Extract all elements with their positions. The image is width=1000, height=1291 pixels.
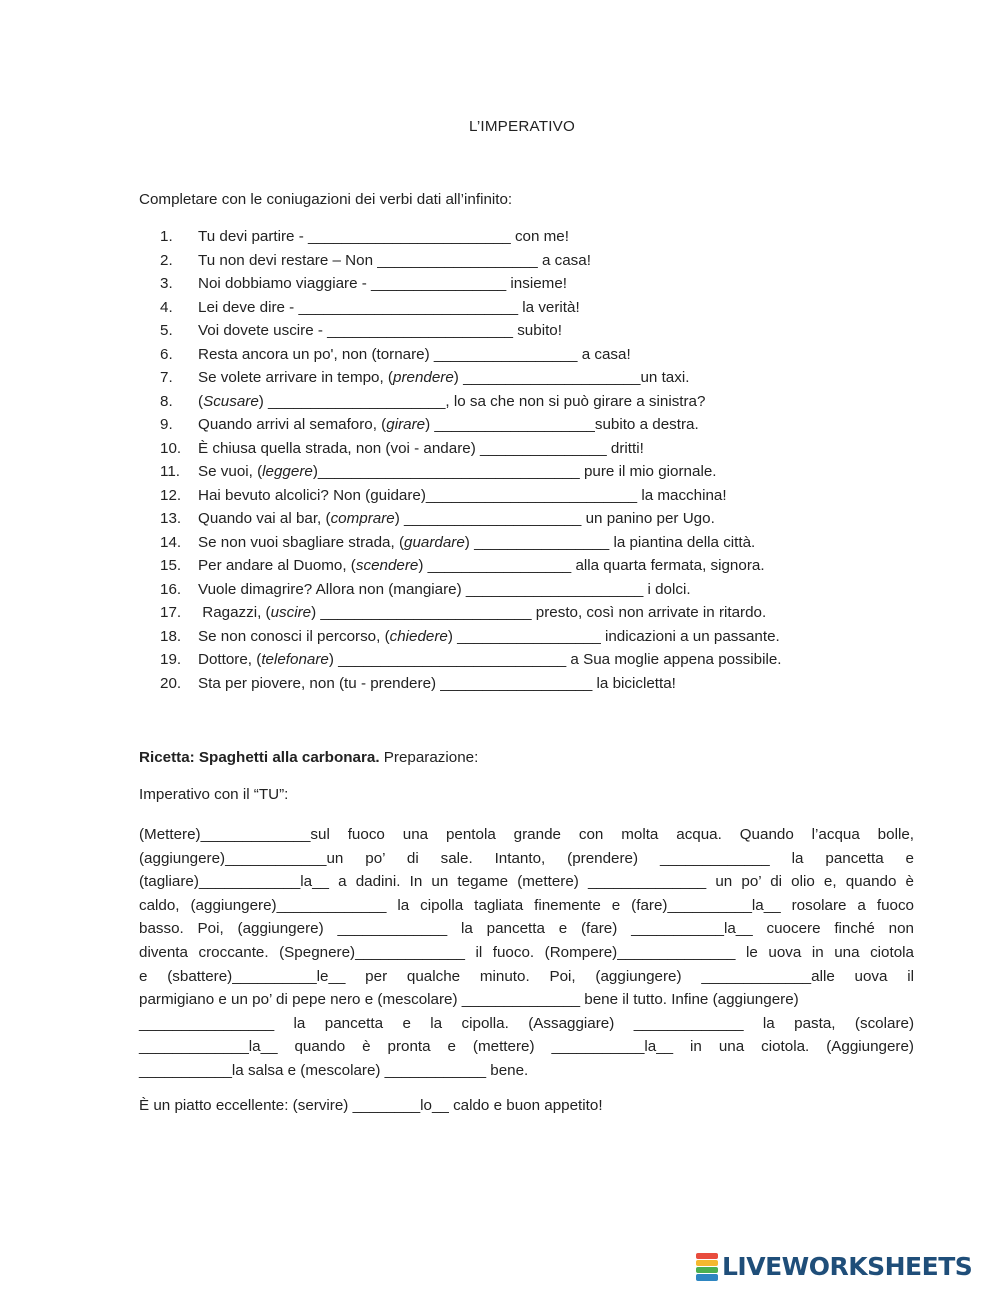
exercise-text-part: ) ___________________subito a destra. bbox=[425, 416, 699, 433]
exercise-text-part: Dottore, ( bbox=[198, 651, 262, 668]
logo-icon-block bbox=[696, 1253, 718, 1259]
exercise-number: 16. bbox=[160, 580, 182, 598]
exercise-text bbox=[198, 580, 691, 604]
recipe-line: (Mettere)_____________sul fuoco una pentola grande con molta acqua. Quando l’acqua bolle, bbox=[139, 826, 914, 843]
exercise-number: 13. bbox=[160, 510, 182, 527]
instruction-text: Completare con le coniugazioni dei verbi dati all’infinito: bbox=[139, 191, 513, 208]
recipe-line: caldo, (aggiungere)_____________ la cipolla tagliata finemente e (fare)__________la__ rosolare a fuoco bbox=[139, 896, 914, 914]
recipe-line: ________________ la pancetta e la cipolla. (Assaggiare) _____________ la pasta, (scolare) bbox=[139, 1014, 914, 1032]
infinitive-verb: scendere bbox=[355, 557, 419, 574]
exercise-text-part: ) _____________________, lo sa che non si può girare a sinistra? bbox=[258, 392, 706, 410]
exercise-text bbox=[198, 603, 766, 627]
exercise-text-part: È chiusa quella strada, non (voi - andare) _______________ dritti! bbox=[198, 439, 644, 457]
exercise-text bbox=[198, 650, 782, 674]
exercise-item bbox=[160, 251, 782, 275]
exercise-number: 11. bbox=[160, 463, 180, 480]
infinitive-verb: Scusare bbox=[203, 392, 259, 410]
exercise-number: 2. bbox=[160, 251, 173, 269]
exercise-item bbox=[160, 674, 782, 698]
recipe-line: (tagliare)____________la__ a dadini. In un tegame (mettere) ______________ un po’ di olio e, quando è bbox=[139, 873, 914, 891]
exercise-item bbox=[160, 392, 782, 416]
recipe-line: ___________la salsa e (mescolare) ____________ bene. bbox=[139, 1061, 529, 1079]
exercise-text-part: ) _________________ alla quarta fermata, signora. bbox=[418, 557, 765, 574]
exercise-item bbox=[160, 603, 782, 627]
exercise-text-part: Quando arrivi al semaforo, ( bbox=[198, 416, 387, 433]
recipe-title bbox=[139, 749, 478, 766]
exercise-text bbox=[198, 439, 644, 463]
exercise-text bbox=[198, 415, 699, 439]
logo-icon-block bbox=[696, 1267, 718, 1273]
logo-text: LIVEWORKSHEETS bbox=[722, 1252, 973, 1281]
logo-icon-block bbox=[696, 1274, 718, 1280]
exercise-text-part: Resta ancora un po', non (tornare) _________________ a casa! bbox=[198, 345, 631, 363]
exercise-text-part: Se non vuoi sbagliare strada, ( bbox=[198, 533, 404, 551]
exercise-number: 15. bbox=[160, 557, 182, 574]
exercise-text bbox=[198, 345, 631, 369]
exercise-text bbox=[198, 509, 715, 533]
exercise-text-part: ) ___________________________ a Sua moglie appena possibile. bbox=[328, 651, 782, 668]
exercise-text bbox=[198, 368, 689, 392]
exercise-text bbox=[198, 227, 569, 251]
exercise-text bbox=[198, 392, 705, 416]
exercise-item bbox=[160, 556, 782, 580]
exercise-text-part: Noi dobbiamo viaggiare - ________________ insieme! bbox=[198, 275, 567, 292]
exercise-text-part: Vuole dimagrire? Allora non (mangiare) _____________________ i dolci. bbox=[198, 580, 691, 598]
recipe-line: _____________la__ quando è pronta e (mettere) ___________la__ in una ciotola. (Aggiungere) bbox=[139, 1038, 914, 1056]
exercise-number: 6. bbox=[160, 345, 173, 363]
exercise-text-part: Voi dovete uscire - ______________________ subito! bbox=[198, 322, 562, 339]
exercise-text-part: Se vuoi, ( bbox=[198, 463, 263, 480]
infinitive-verb: prendere bbox=[393, 369, 454, 386]
exercise-item bbox=[160, 415, 782, 439]
exercise-item bbox=[160, 627, 782, 651]
recipe-line: parmigiano e un po’ di pepe nero e (mescolare) ______________ bene il tutto. Infine (aggiungere) bbox=[139, 991, 799, 1009]
exercise-text-part: Se volete arrivare in tempo, ( bbox=[198, 369, 393, 386]
exercise-text-part: Sta per piovere, non (tu - prendere) __________________ la bicicletta! bbox=[198, 674, 676, 692]
exercise-item bbox=[160, 439, 782, 463]
exercise-number: 20. bbox=[160, 674, 182, 692]
exercise-item bbox=[160, 298, 782, 322]
exercise-number: 18. bbox=[160, 627, 182, 645]
exercise-list bbox=[160, 227, 782, 697]
infinitive-verb: leggere bbox=[262, 463, 313, 480]
exercise-text bbox=[198, 251, 591, 275]
exercise-text bbox=[198, 556, 765, 580]
recipe-paragraph bbox=[139, 823, 914, 1083]
exercise-text bbox=[198, 298, 580, 322]
exercise-text-part: Lei deve dire - __________________________ la verità! bbox=[198, 298, 580, 316]
logo-icon bbox=[696, 1253, 718, 1281]
exercise-text bbox=[198, 627, 780, 651]
recipe-line: e (sbattere)__________le__ per qualche minuto. Poi, (aggiungere) _____________alle uova il bbox=[139, 967, 914, 985]
exercise-text-part: ( bbox=[198, 392, 204, 410]
exercise-number: 1. bbox=[160, 228, 173, 245]
exercise-text bbox=[198, 462, 716, 486]
exercise-text-part: Hai bevuto alcolici? Non (guidare)_________________________ la macchina! bbox=[198, 486, 727, 504]
exercise-number: 3. bbox=[160, 275, 173, 292]
recipe-line: (aggiungere)____________un po’ di sale. Intanto, (prendere) _____________ la pancetta e bbox=[139, 849, 914, 867]
exercise-text-part: ) _________________________ presto, così non arrivate in ritardo. bbox=[311, 604, 767, 621]
infinitive-verb: telefonare bbox=[261, 651, 329, 668]
recipe-title-rest: Preparazione: bbox=[379, 749, 479, 766]
exercise-text-part: Tu devi partire - ________________________ con me! bbox=[198, 228, 569, 245]
page-title: L’IMPERATIVO bbox=[469, 118, 575, 135]
recipe-title-bold: Ricetta: Spaghetti alla carbonara. bbox=[139, 749, 380, 766]
infinitive-verb: girare bbox=[386, 416, 426, 433]
exercise-number: 10. bbox=[160, 439, 182, 457]
recipe-line: diventa croccante. (Spegnere)_____________ il fuoco. (Rompere)______________ le uova in una ciotola bbox=[139, 943, 914, 961]
infinitive-verb: comprare bbox=[330, 510, 395, 527]
exercise-number: 12. bbox=[160, 486, 182, 504]
exercise-item bbox=[160, 321, 782, 345]
exercise-text-part: ) ________________ la piantina della città. bbox=[464, 533, 756, 551]
exercise-item bbox=[160, 486, 782, 510]
exercise-item bbox=[160, 533, 782, 557]
exercise-text bbox=[198, 274, 567, 298]
exercise-text-part: )_______________________________ pure il mio giornale. bbox=[312, 463, 717, 480]
infinitive-verb: uscire bbox=[270, 604, 312, 621]
exercise-number: 4. bbox=[160, 298, 173, 316]
exercise-item bbox=[160, 274, 782, 298]
exercise-number: 5. bbox=[160, 322, 173, 339]
exercise-text bbox=[198, 321, 562, 345]
exercise-item bbox=[160, 509, 782, 533]
exercise-number: 8. bbox=[160, 392, 173, 410]
exercise-text-part: Quando vai al bar, ( bbox=[198, 510, 331, 527]
final-sentence: È un piatto eccellente: (servire) ________lo__ caldo e buon appetito! bbox=[139, 1097, 603, 1114]
exercise-item bbox=[160, 345, 782, 369]
exercise-number: 14. bbox=[160, 533, 182, 551]
imperative-label: Imperativo con il “TU”: bbox=[139, 786, 289, 803]
exercise-text bbox=[198, 674, 676, 698]
exercise-text-part: Se non conosci il percorso, ( bbox=[198, 627, 390, 645]
exercise-number: 19. bbox=[160, 651, 182, 668]
exercise-text-part: ) _____________________ un panino per Ugo. bbox=[394, 510, 715, 527]
logo-icon-block bbox=[696, 1260, 718, 1266]
exercise-item bbox=[160, 580, 782, 604]
infinitive-verb: guardare bbox=[404, 533, 465, 551]
liveworksheets-logo bbox=[696, 1252, 972, 1281]
exercise-item bbox=[160, 227, 782, 251]
exercise-number: 7. bbox=[160, 369, 173, 386]
exercise-text bbox=[198, 533, 755, 557]
exercise-text bbox=[198, 486, 727, 510]
infinitive-verb: chiedere bbox=[389, 627, 448, 645]
exercise-item bbox=[160, 368, 782, 392]
exercise-number: 17. bbox=[160, 604, 182, 621]
recipe-line: basso. Poi, (aggiungere) _____________ la pancetta e (fare) ___________la__ cuocere finché non bbox=[139, 920, 914, 938]
exercise-text-part: Tu non devi restare – Non ___________________ a casa! bbox=[198, 251, 591, 269]
exercise-item bbox=[160, 462, 782, 486]
exercise-number: 9. bbox=[160, 416, 173, 433]
exercise-text-part: Per andare al Duomo, ( bbox=[198, 557, 356, 574]
exercise-text-part: ) _____________________un taxi. bbox=[453, 369, 690, 386]
exercise-text-part: Ragazzi, ( bbox=[198, 604, 271, 621]
exercise-text-part: ) _________________ indicazioni a un passante. bbox=[447, 627, 780, 645]
exercise-item bbox=[160, 650, 782, 674]
